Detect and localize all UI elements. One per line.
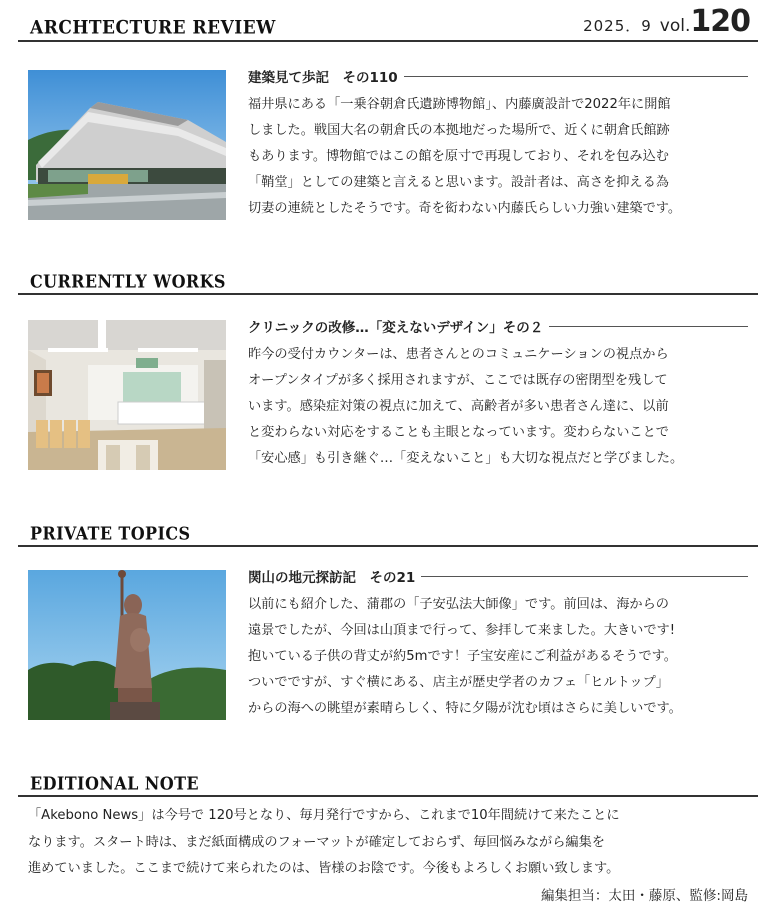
title-rule xyxy=(404,76,748,77)
section-heading-private: PRIVATE TOPICS xyxy=(30,523,191,544)
note-line: 「Akebono News」は今号で 120号となり、毎月発行ですから、これまで10年間続けて来たことに xyxy=(28,808,620,823)
article-body-architecture xyxy=(248,92,758,222)
body-line: 「安心感」も引き継ぐ…「変えないこと」も大切な視点だと学びました。 xyxy=(248,451,684,466)
section-heading-works: CURRENTLY WORKS xyxy=(30,271,226,292)
vol-number: 120 xyxy=(690,4,750,39)
section-rule xyxy=(18,545,758,547)
body-line: 以前にも紹介した、蒲郡の「子安弘法大師像」です。前回は、海からの xyxy=(248,597,669,612)
body-line: もあります。博物館ではこの館を原寸で再現しており、それを包み込む xyxy=(248,149,669,164)
body-line: 「鞘堂」としての建築と言えると思います。設計者は、高さを抑える為 xyxy=(248,175,669,190)
note-line: 進めていました。ここまで続けて来られたのは、皆様のお陰です。今後もよろしくお願い致します。 xyxy=(28,861,620,876)
editor-credit: 編集担当：太田・藤原、監修:岡島 xyxy=(540,888,748,904)
body-line: 切妻の連続としたそうです。奇を衒わない内藤氏らしい力強い建築です。 xyxy=(248,201,682,216)
issue-info xyxy=(583,4,750,39)
body-line: 遠景でしたが、今回は山頂まで行って、参拝して来ました。大きいです! xyxy=(248,623,676,638)
article-title-architecture: 建築見て歩記 その110 xyxy=(248,66,748,86)
article-title-clinic: クリニックの改修…「変えないデザイン」その２ xyxy=(248,316,748,336)
note-line: なります。スタート時は、まだ紙面構成のフォーマットが確定しておらず、毎回悩みながら編集を xyxy=(28,834,605,850)
body-line: 抱いている子供の背丈が約5mです！子宝安産にご利益があるそうです。 xyxy=(248,649,677,664)
vol-label: vol. xyxy=(659,16,691,36)
article-body-clinic xyxy=(248,342,758,472)
body-line: います。感染症対策の視点に加えて、高齢者が多い患者さん達に、以前 xyxy=(248,399,669,414)
article-body-local xyxy=(248,592,758,722)
clinic-photo xyxy=(28,320,226,470)
body-line: 昨今の受付カウンターは、患者さんとのコミュニケーションの視点から xyxy=(248,347,669,362)
statue-photo xyxy=(28,570,226,720)
issue-date: 2025．9 xyxy=(583,17,652,35)
section-heading-note: EDITIONAL NOTE xyxy=(30,773,200,794)
body-line: からの海への眺望が素晴らしく、特に夕陽が沈む頃はさらに美しいです。 xyxy=(248,701,682,716)
title-rule xyxy=(549,326,748,327)
body-line: と変わらない対応をすることも主眼となっています。変わらないことで xyxy=(248,425,669,440)
section-rule xyxy=(18,293,758,295)
body-line: しました。戦国大名の朝倉氏の本拠地だった場所で、近くに朝倉氏館跡 xyxy=(248,123,670,138)
body-line: ついでですが、すぐ横にある、店主が歴史学者のカフェ「ヒルトップ」 xyxy=(248,675,669,690)
header-rule xyxy=(18,40,758,42)
article-title-local: 関山の地元探訪記 その21 xyxy=(248,566,748,586)
section-rule xyxy=(18,795,758,797)
editorial-note-body xyxy=(28,803,758,883)
title-rule xyxy=(421,576,748,577)
body-line: 福井県にある「一乗谷朝倉氏遺跡博物館」、内藤廣設計で2022年に開館 xyxy=(248,97,671,112)
newsletter-title: ARCHTECTURE REVIEW xyxy=(30,17,276,39)
body-line: オープンタイプが多く採用されますが、ここでは既存の密閉型を残して xyxy=(248,373,668,388)
museum-photo xyxy=(28,70,226,220)
